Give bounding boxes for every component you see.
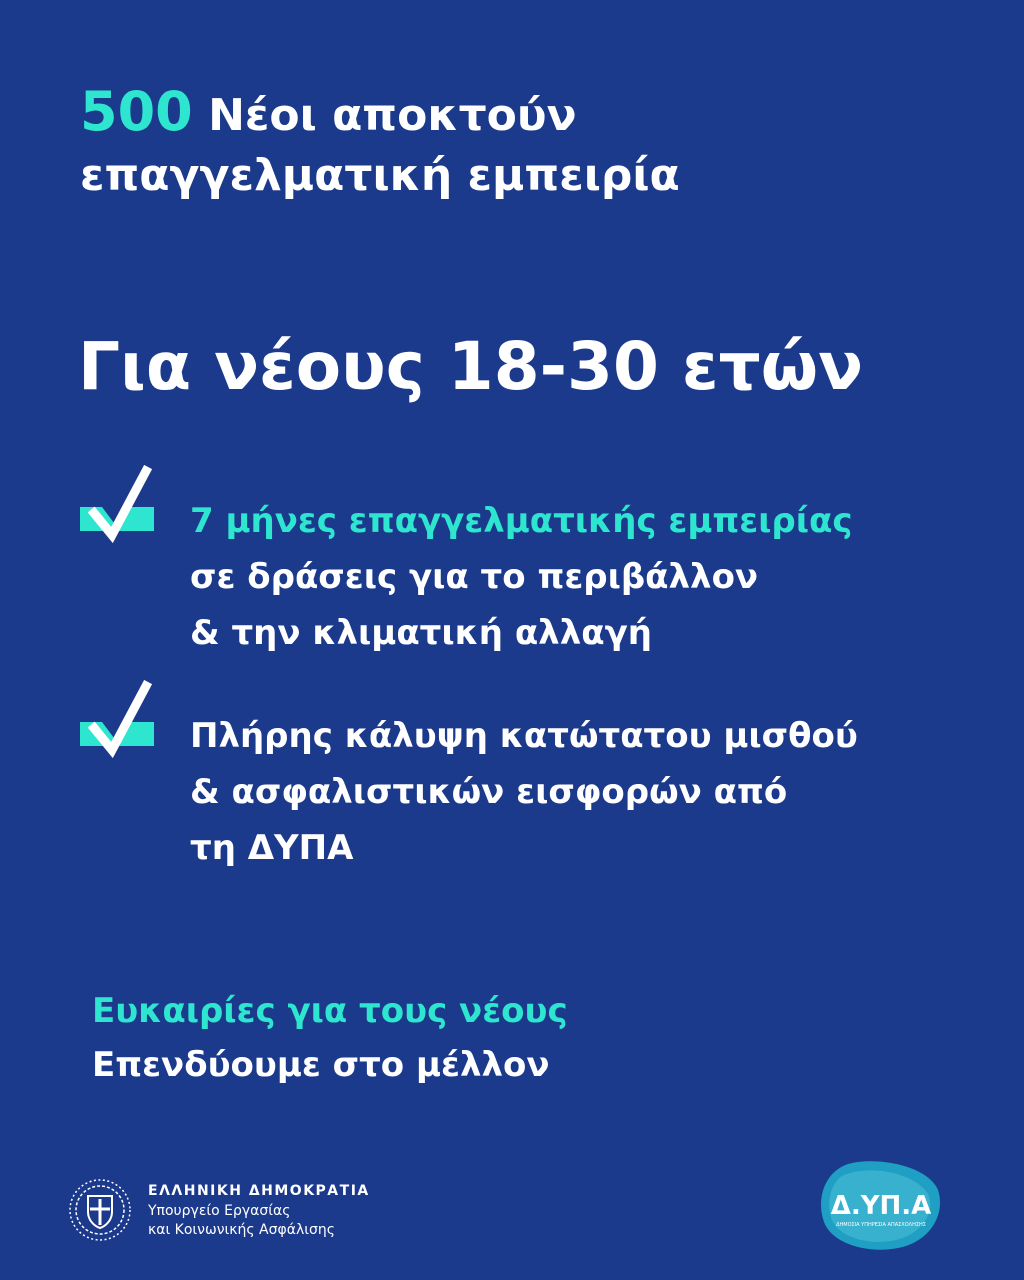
headline-line-1 bbox=[80, 82, 680, 146]
dypa-logo-text: Δ.ΥΠ.Α bbox=[830, 1191, 932, 1221]
slogan-line-2: Επενδύουμε στο μέλλον bbox=[92, 1045, 550, 1085]
bullet-text-1 bbox=[190, 493, 853, 661]
bullet-1-line-1: 7 μήνες επαγγελματικής εμπειρίας bbox=[190, 501, 853, 541]
bullet-1-line-2: σε δράσεις για το περιβάλλον bbox=[190, 557, 759, 597]
ministry-line-2: και Κοινωνικής Ασφάλισης bbox=[148, 1222, 335, 1238]
bullet-2-line-1: Πλήρης κάλυψη κατώτατου μισθού bbox=[190, 716, 858, 756]
headline-line-1-text: Νέοι αποκτούν bbox=[208, 90, 577, 141]
slogan bbox=[92, 984, 568, 1092]
slogan-line-1: Ευκαιρίες για τους νέους bbox=[92, 991, 568, 1031]
headline-number: 500 bbox=[80, 80, 193, 143]
headline bbox=[80, 82, 680, 206]
checkmark-icon bbox=[80, 680, 154, 764]
bullet-2-line-2: & ασφαλιστικών εισφορών από bbox=[190, 772, 788, 812]
ministry-text bbox=[148, 1180, 370, 1240]
bullet-1-line-3: & την κλιματική αλλαγή bbox=[190, 613, 652, 653]
hellenic-republic-emblem-icon bbox=[68, 1178, 132, 1242]
age-title: Για νέους 18-30 ετών bbox=[78, 328, 864, 405]
country-name: ΕΛΛΗΝΙΚΗ ΔΗΜΟΚΡΑΤΙΑ bbox=[148, 1183, 370, 1199]
dypa-logo-subtext: ΔΗΜΟΣΙΑ ΥΠΗΡΕΣΙΑ ΑΠΑΣΧΟΛΗΣΗΣ bbox=[836, 1222, 926, 1228]
dypa-logo bbox=[818, 1160, 944, 1252]
bullet-text-2 bbox=[190, 708, 858, 876]
headline-line-2: επαγγελματική εμπειρία bbox=[80, 150, 680, 201]
bullet-2-line-3: τη ΔΥΠΑ bbox=[190, 828, 354, 868]
checkmark-icon bbox=[80, 465, 154, 549]
ministry-line-1: Υπουργείο Εργασίας bbox=[148, 1203, 291, 1219]
